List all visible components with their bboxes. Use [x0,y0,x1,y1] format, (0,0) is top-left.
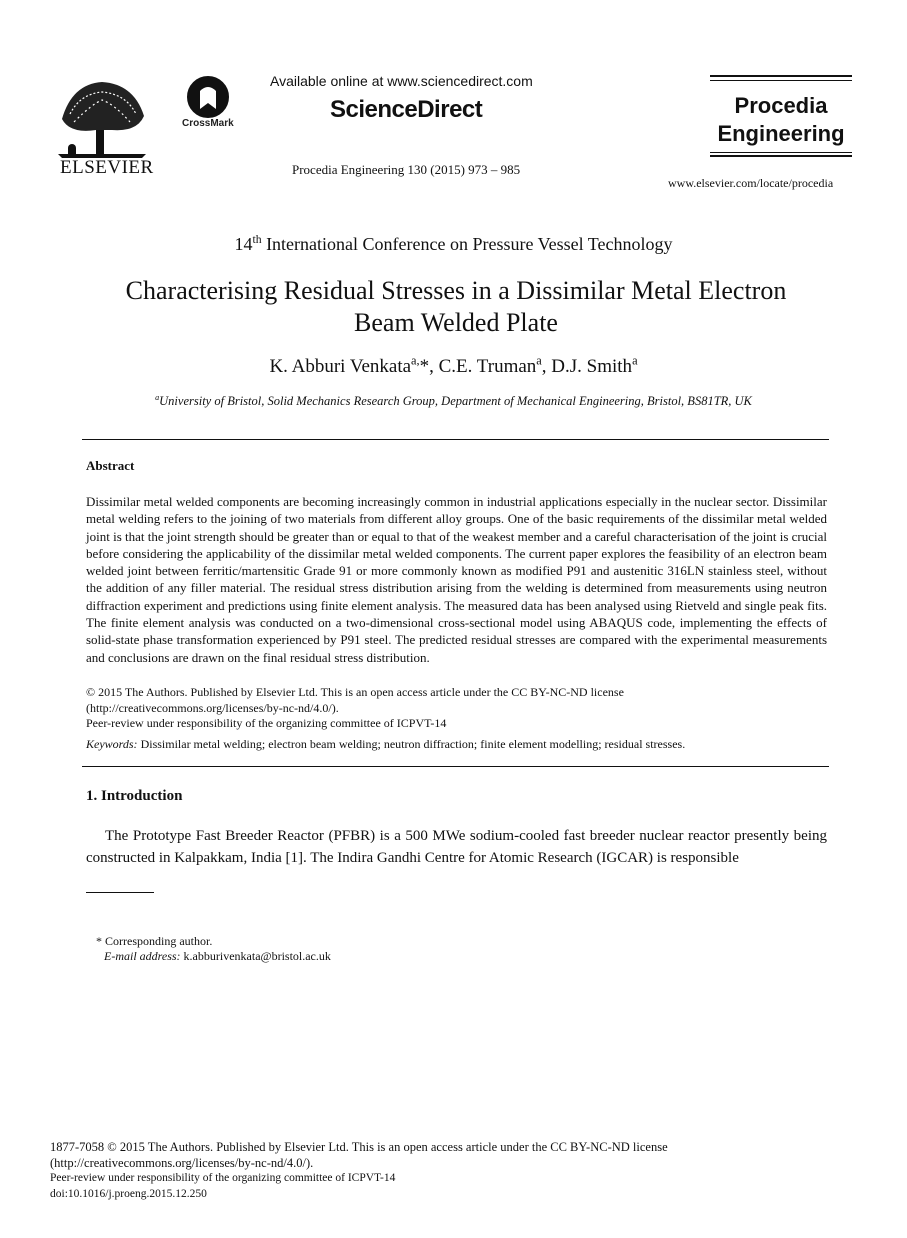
keywords-list: Dissimilar metal welding; electron beam welding; neutron diffraction; finite element modelling; residual stresses. [137,737,686,751]
affil-mark: a [155,392,160,402]
available-online-text: Available online at www.sciencedirect.com [270,73,533,89]
affiliation [0,394,907,409]
section-divider [82,766,829,767]
author-affil-mark: a [632,353,638,368]
journal-url[interactable]: www.elsevier.com/locate/procedia [668,176,834,190]
introduction-text: The Prototype Fast Breeder Reactor (PFBR) is a 500 MWe sodium-cooled fast breeder nuclear reactor presently being constructed in Kalpakkam, India [1]. The Indira Gandhi Centre for Atomic Research (IGCAR) is responsible [86,828,827,866]
conference-ordinal: 14 [234,234,253,254]
introduction-heading: 1. Introduction [86,788,183,804]
copyright-text: © 2015 The Authors. Published by Elsevier Ltd. This is an open access article under the CC BY-NC-ND license [86,685,624,699]
email-address[interactable]: k.abburivenkata@bristol.ac.uk [180,949,331,963]
journal-rule [710,152,852,153]
conference-ordinal-suffix: th [252,233,262,246]
author-affil-mark: a, [411,353,420,368]
abstract-license [86,685,827,732]
journal-rule [710,75,852,77]
author-list [0,353,907,378]
publisher-name: ELSEVIER [60,157,154,178]
journal-title [710,92,852,148]
corresponding-author-note: * Corresponding author. [96,934,213,948]
abstract-heading: Abstract [86,458,135,473]
footer-license-link[interactable]: (http://creativecommons.org/licenses/by-nc-nd/4.0/). [50,1155,314,1170]
journal-rule [710,80,852,81]
keywords-label: Keywords: [86,737,138,751]
author-name: , D.J. Smith [541,356,633,377]
conference-name [0,234,907,255]
conference-title: International Conference on Pressure Vessel Technology [261,234,673,254]
crossmark-label: CrossMark [182,118,234,129]
author-affil-mark: a [536,353,542,368]
article-title-line2: Beam Welded Plate [354,308,558,337]
page-footer [50,1140,810,1202]
author-name: , C.E. Truman [429,356,537,377]
license-link[interactable]: (http://creativecommons.org/licenses/by-nc-nd/4.0/). [86,700,339,715]
journal-citation: Procedia Engineering 130 (2015) 973 – 985 [292,162,521,177]
footer-doi[interactable]: doi:10.1016/j.proeng.2015.12.250 [50,1187,207,1200]
journal-title-line2: Engineering [717,121,845,146]
section-divider [82,439,829,440]
corresponding-mark: * [419,356,430,377]
footnote-rule [86,892,154,893]
abstract-text: Dissimilar metal welded components are becoming increasingly common in industrial applications especially in the nuclear sector. Dissimilar metal welding refers to the joining of two materials from different alloy groups. One of the basic requirements of the dissimilar metal welded joint is that the joint strength should be greater than or equal to that of the weakest member and a careful characterisation of the joint is crucial before considering the applicability of the dissimilar metal welded components. The current paper explores the feasibility of an electron beam welded joint between ferritic/martensitic Grade 91 or more commonly known as modified P91 and austenitic 316LN stainless steel, without the addition of any filler material. The residual stress distribution arising from the welding is determined from measurements using neutron diffraction experiment and predictions using finite element analysis. The measured data has been analysed using Rietveld and single peak fits. The finite element analysis was conducted on a two-dimensional cross-sectional model using ABAQUS code, implementing the effects of solid-state phase transformation experienced by P91 steel. The predicted residual stresses are compared with the experimental measurements and conclusions are drawn on the final residual stress distribution. [86,494,827,665]
email-note [104,949,331,964]
journal-title-line1: Procedia [734,93,828,118]
affiliation-text: University of Bristol, Solid Mechanics Research Group, Department of Mechanical Engineering, Bristol, BS81TR, UK [159,394,752,408]
sciencedirect-logo: ScienceDirect [330,96,483,123]
article-title [60,275,852,339]
peer-review-text: Peer-review under responsibility of the organizing committee of ICPVT-14 [86,716,447,730]
author-name: K. Abburi Venkata [269,356,412,377]
article-title-line1: Characterising Residual Stresses in a Dissimilar Metal Electron [125,276,787,305]
keywords [86,737,827,752]
footer-copyright: 1877-7058 © 2015 The Authors. Published by Elsevier Ltd. This is an open access article under the CC BY-NC-ND license [50,1140,668,1154]
footer-peer-review: Peer-review under responsibility of the organizing committee of ICPVT-14 [50,1172,396,1184]
journal-rule [710,155,852,157]
email-label: E-mail address: [104,949,181,963]
